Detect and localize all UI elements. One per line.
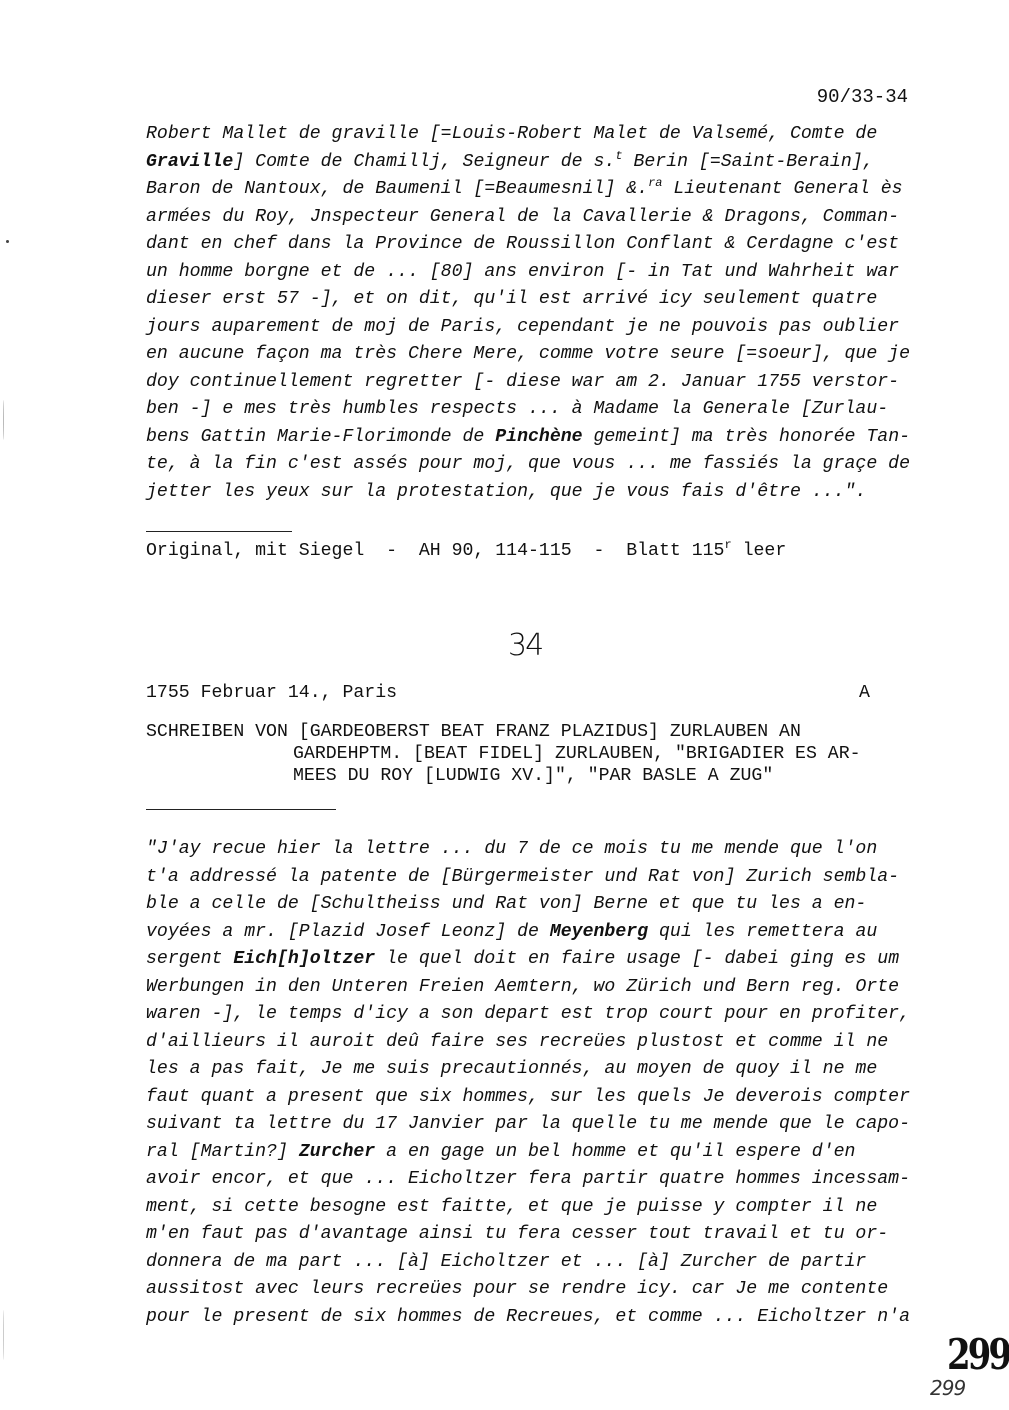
text-line: dant en chef dans la Province de Roussillon Conflant & Cerdagne c'est — [146, 234, 900, 254]
page-number-pencil: 299 — [930, 1376, 966, 1400]
text-line: ral [Martin?] Zurcher a en gage un bel homme et qu'il espere d'en — [146, 1141, 856, 1162]
title-line: SCHREIBEN VON [GARDEOBERST BEAT FRANZ PLAZIDUS] ZURLAUBEN AN — [146, 722, 801, 742]
document-letter: A — [859, 683, 870, 703]
document-number: 34 — [508, 628, 543, 663]
source-note-sup: r — [724, 537, 732, 552]
doc34-body — [146, 836, 916, 1331]
text-line: bens Gattin Marie-Florimonde de Pinchène gemeint] ma très honorée Tan- — [146, 426, 911, 447]
text-line: te, à la fin c'est assés pour moj, que vous ... me fassiés la graçe de — [146, 454, 910, 474]
text-line: dieser erst 57 -], et on dit, qu'il est arrivé icy seulement quatre — [146, 289, 878, 309]
superscript: ra — [648, 175, 663, 190]
source-note-text: Original, mit Siegel - AH 90, 114-115 - Blatt 115 — [146, 541, 725, 561]
archive-number: 90/33-34 — [816, 86, 908, 108]
date-place: 1755 Februar 14., Paris — [146, 683, 398, 703]
bold-name: Pinchène — [495, 426, 583, 447]
text-line: t'a addressé la patente de [Bürgermeister und Rat von] Zurich sembla- — [146, 866, 900, 887]
doc33-body — [146, 121, 916, 506]
text-line: Graville] Comte de Chamillj, Seigneur de s.$^t$ Berin [=Saint-Berain], — [146, 148, 874, 172]
text-line: faut quant a present que six hommes, sur les quels Je deverois compter — [146, 1086, 910, 1107]
text-line: jours auparement de moj de Paris, cependant je ne pouvois pas oublier — [146, 316, 900, 337]
text-line: les a pas fait, Je me suis precautionnés, au moyen de quoy il ne me — [146, 1059, 878, 1079]
text-line: Robert Mallet de graville [=Louis-Robert Malet de Valsemé, Comte de — [146, 124, 878, 144]
text-line: avoir encor, et que ... Eicholtzer fera partir quatre hommes incessam- — [146, 1169, 910, 1189]
bold-name: Eich[h]oltzer — [233, 949, 376, 969]
text-line: waren -], le temps d'icy a son depart est trop court pour en profiter, — [146, 1004, 910, 1024]
title-line: MEES DU ROY [LUDWIG XV.]", "PAR BASLE A ZUG" — [293, 766, 774, 786]
superscript: t — [615, 148, 623, 163]
separator-rule — [146, 809, 336, 810]
scan-speck — [6, 240, 9, 243]
text-line: armées du Roy, Jnspecteur General de la Cavallerie & Dragons, Comman- — [146, 206, 900, 227]
text-line: doy continuellement regretter [- diese war am 2. Januar 1755 verstor- — [146, 371, 900, 392]
title-line: GARDEHPTM. [BEAT FIDEL] ZURLAUBEN, "BRIGADIER ES AR- — [293, 744, 861, 764]
text-line: ble a celle de [Schultheiss und Rat von] Berne et que tu les a en- — [146, 894, 867, 914]
text-line: suivant ta lettre du 17 Janvier par la quelle tu me mende que le capo- — [146, 1114, 910, 1134]
source-note — [146, 537, 787, 561]
document-title — [146, 721, 906, 787]
text-line: voyées a mr. [Plazid Josef Leonz] de Meyenberg qui les remettera au — [146, 921, 878, 942]
separator-rule — [146, 531, 292, 532]
text-line: "J'ay recue hier la lettre ... du 7 de ce mois tu me mende que l'on — [146, 839, 878, 859]
text-line: ment, si cette besogne est faitte, et que je puisse y compter il ne — [146, 1196, 878, 1217]
text-line: m'en faut pas d'avantage ainsi tu fera cesser tout travail et tu or- — [146, 1224, 889, 1244]
text-line: d'aillieurs il auroit deû faire ses recreües plustost et comme il ne — [146, 1031, 889, 1052]
scan-edge-mark — [3, 1310, 4, 1360]
bold-name: Zurcher — [298, 1141, 376, 1162]
scan-edge-mark — [3, 400, 4, 440]
text-line: donnera de ma part ... [à] Eicholtzer et ... [à] Zurcher de partir — [146, 1251, 867, 1272]
bold-name: Meyenberg — [549, 921, 649, 942]
text-line: aussitost avec leurs recreües pour se rendre icy. car Je me contente — [146, 1279, 889, 1299]
bold-name: Graville — [146, 151, 234, 172]
text-line: en aucune façon ma très Chere Mere, comme votre seure [=soeur], que je — [146, 344, 910, 364]
source-note-tail: leer — [731, 541, 787, 561]
page-number-ink: 299 — [947, 1330, 1009, 1380]
text-line: Werbungen in den Unteren Freien Aemtern, wo Zürich und Bern reg. Orte — [146, 976, 900, 997]
text-line: Baron de Nantoux, de Baumenil [=Beaumesnil] &.$^{ra}$ Lieutenant General ès — [146, 175, 903, 199]
text-line: un homme borgne et de ... [80] ans environ [- in Tat und Wahrheit war — [146, 261, 900, 282]
text-line: pour le present de six hommes de Recreues, et comme ... Eicholtzer n'a — [146, 1306, 910, 1327]
text-line: ben -] e mes très humbles respects ... à Madame la Generale [Zurlau- — [146, 399, 889, 419]
text-line: jetter les yeux sur la protestation, que je vous fais d'être ...". — [146, 481, 867, 502]
text-line: sergent Eich[h]oltzer le quel doit en faire usage [- dabei ging es um — [146, 949, 900, 969]
